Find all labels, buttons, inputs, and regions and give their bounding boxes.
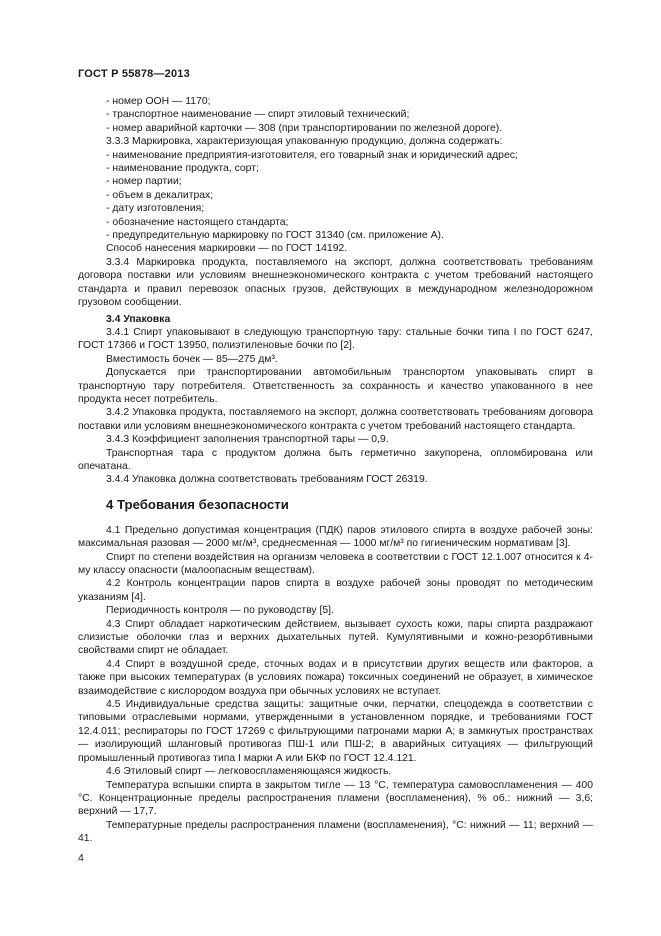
paragraph: 3.4.2 Упаковка продукта, поставляемого на экспорт, должна соответствовать требованиям договора поставки или условиям внешнеэкономического контракта с учетом требований настоящего стандарта. — [78, 407, 593, 432]
paragraph: - объем в декалитрах; — [106, 189, 214, 201]
paragraph: Периодичность контроля — по руководству [5]. — [106, 605, 334, 617]
paragraph: Транспортная тара с продуктом должна быть герметично закупорена, опломбирована или опечатана. — [78, 447, 593, 472]
paragraph: - номер ООН — 1170; — [106, 96, 211, 107]
paragraph: Температура вспышки спирта в закрытом тигле — 13 °С, температура самовоспламенения — 400 °С. Концентрационные пределы распространения пламени (воспламенения), % об.: нижний — 3,6; верхний — 17,7. — [78, 779, 593, 818]
paragraph: Способ нанесения маркировки — по ГОСТ 14192. — [106, 243, 348, 255]
paragraph: 3.3.3 Маркировка, характеризующая упакованную продукцию, должна содержать: — [106, 136, 503, 148]
paragraph: - наименование предприятия-изготовителя, его товарный знак и юридический адрес; — [106, 149, 518, 161]
paragraph: Спирт по степени воздействия на организм человека в соответствии с ГОСТ 12.1.007 относится к 4-му классу опасности (малоопасным веществам). — [78, 551, 593, 576]
paragraph: Допускается при транспортировании автомобильным транспортом упаковывать спирт в транспортную тару потребителя. Ответственность за сохранность и качество упакованного в нее продукта несет потребитель. — [78, 367, 593, 405]
paragraph: 3.4.4 Упаковка должна соответствовать требованиям ГОСТ 26319. — [106, 474, 428, 486]
subsection-heading: 3.4 Упаковка — [106, 313, 171, 325]
paragraph: - наименование продукта, сорт; — [106, 163, 259, 175]
section-heading: 4 Требования безопасности — [106, 496, 289, 512]
paragraph: 4.3 Спирт обладает наркотическим действием, вызывает сухость кожи, пары спирта раздражают слизистые оболочки глаз и верхних дыхательных путей. Кумулятивными и кожно-резорбтивными свойствами спирт не обладает. — [78, 618, 593, 657]
document-header: ГОСТ Р 55878—2013 — [78, 68, 190, 80]
paragraph: 3.3.4 Маркировка продукта, поставляемого на экспорт, должна соответствовать требованиям договора поставки или условиям внешнеэкономического контракта с учетом требований настоящего стандарта и правил перевозок опасных грузов, действующих в международном железнодорожном грузовом сообщении. — [78, 256, 593, 309]
paragraph: - обозначение настоящего стандарта; — [106, 216, 289, 228]
paragraph: 3.4.3 Коэффициент заполнения транспортной тары — 0,9. — [106, 434, 389, 446]
paragraph: 3.4.1 Спирт упаковывают в следующую транспортную тару: стальные бочки типа I по ГОСТ 6247, ГОСТ 17366 и ГОСТ 13950, полиэтиленовые бочки по [2]. — [78, 326, 593, 352]
paragraph: - предупредительную маркировку по ГОСТ 31340 (см. приложение А). — [106, 230, 444, 242]
paragraph: 4.6 Этиловый спирт — легковоспламеняющаяся жидкость. — [106, 766, 392, 778]
paragraph: - номер партии; — [106, 176, 182, 188]
paragraph: - дату изготовления; — [106, 203, 205, 215]
paragraph: Вместимость бочек — 85—275 дм³. — [106, 353, 278, 365]
paragraph: Температурные пределы распространения пламени (воспламенения), °С: нижний — 11; верхний — 41. — [78, 819, 593, 845]
paragraph: 4.2 Контроль концентрации паров спирта в воздухе рабочей зоны проводят по методическим указаниям [4]. — [78, 578, 593, 603]
paragraph: 4.5 Индивидуальные средства защиты: защитные очки, перчатки, спецодежда в соответствии с типовыми отраслевыми нормами, утвержденными в установленном порядке, и требованиями ГОСТ 12.4.011; респираторы по ГОСТ 17269 с фильтрующими патронами марки А; в замкнутых пространствах — изолирующий шланговый противогаз ПШ-1 или ПШ-2; в аварийных ситуациях — фильтрующий промышленный противогаз типа I марки А или БКФ по ГОСТ 12.4.121. — [78, 699, 593, 764]
paragraph: 4.1 Предельно допустимая концентрация (ПДК) паров этилового спирта в воздухе рабочей зоны: максимальная разовая — 2000 мг/м³, среднесменная — 1000 мг/м³ по гигиеническим нормативам [3]. — [78, 524, 593, 550]
page-number: 4 — [78, 853, 84, 864]
paragraph: - транспортное наименование — спирт этиловый технический; — [106, 109, 410, 121]
paragraph: - номер аварийной карточки — 308 (при транспортировании по железной дороге). — [106, 122, 503, 134]
paragraph: 4.4 Спирт в воздушной среде, сточных водах и в присутствии других веществ или факторов, а также при высоких температурах (в условиях пожара) токсичных соединений не образует, в химическое взаимодействие с кислородом воздуха при обычных условиях не вступает. — [78, 658, 593, 697]
document-body — [78, 95, 593, 846]
